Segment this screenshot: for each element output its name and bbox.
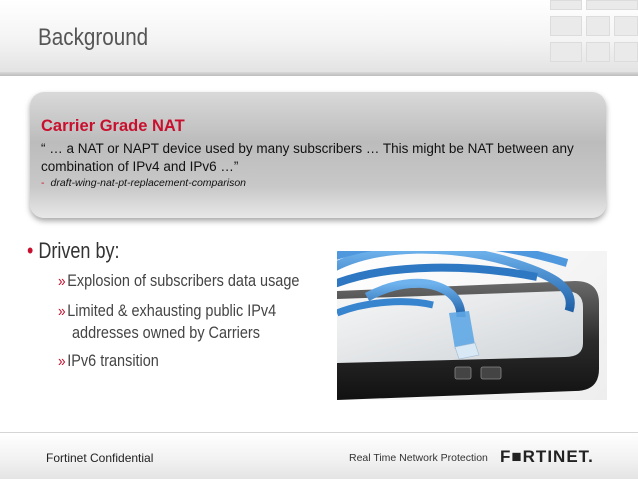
callout-heading: Carrier Grade NAT <box>41 117 185 135</box>
main-bullet-text: Driven by: <box>38 238 120 263</box>
sub-bullet-text: Explosion of subscribers data usage <box>67 271 300 290</box>
sub-bullet-continuation <box>72 322 260 344</box>
callout-quote: “ … a NAT or NAPT device used by many subscribers … This might be NAT between any combination of IPv4 and IPv6 …” <box>41 141 574 174</box>
sub-bullet <box>58 300 276 323</box>
sub-bullet-text: IPv6 transition <box>67 351 159 370</box>
header-logo-decoration <box>546 0 638 66</box>
main-bullet <box>27 238 120 264</box>
sub-bullet-marker: » <box>58 303 66 320</box>
bullet-marker: • <box>27 238 34 263</box>
usb-port-icon <box>481 367 501 379</box>
header-divider <box>0 72 638 76</box>
reference-bullet: - <box>41 177 45 189</box>
phone-button-icon <box>455 367 471 379</box>
slide-title: Background <box>38 24 149 51</box>
confidential-label: Fortinet Confidential <box>46 451 154 465</box>
sub-bullet <box>58 270 299 293</box>
sub-bullet-marker: » <box>58 273 66 290</box>
sub-bullet-marker: » <box>58 353 66 370</box>
sub-bullet <box>58 350 159 373</box>
cable-phone-photo <box>337 251 607 400</box>
reference-line <box>41 177 246 189</box>
tagline: Real Time Network Protection <box>349 452 488 464</box>
fortinet-logo: F■RTINET. <box>500 447 594 466</box>
cable-phone-illustration <box>337 251 607 400</box>
sub-bullet-text: addresses owned by Carriers <box>72 323 260 342</box>
sub-bullet-text: Limited & exhausting public IPv4 <box>67 301 277 320</box>
reference-text: draft-wing-nat-pt-replacement-comparison <box>50 177 246 189</box>
